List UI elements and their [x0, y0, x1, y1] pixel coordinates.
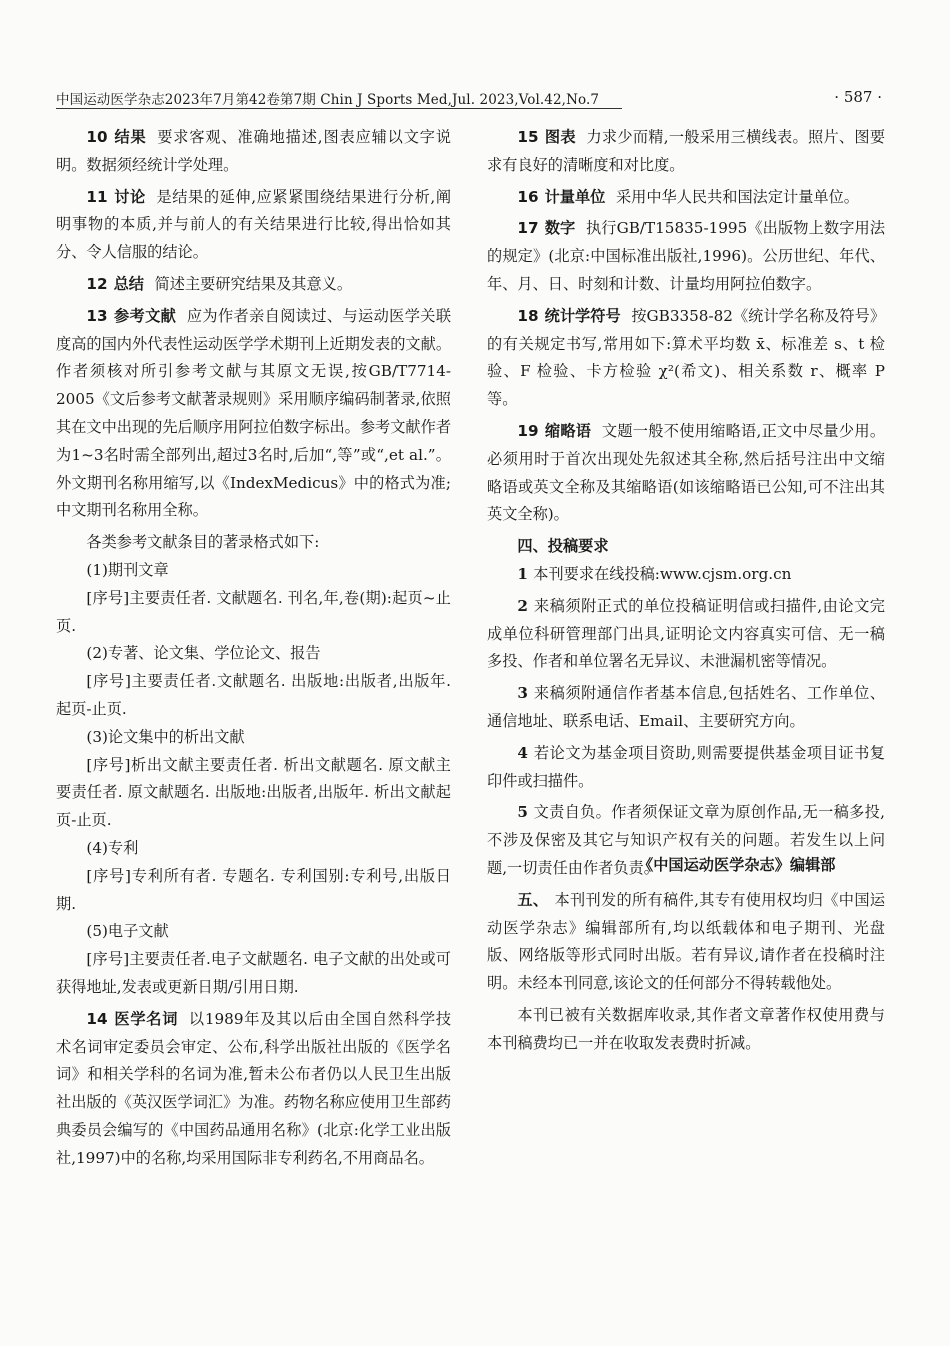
part-5-heading: 五、 — [517, 890, 549, 909]
section-number: 12 — [86, 274, 108, 293]
left-column — [56, 124, 451, 1172]
section-number: 19 — [517, 421, 539, 440]
section-number: 17 — [517, 219, 539, 238]
section-text: 应为作者亲自阅读过、与运动医学关联度高的国内外代表性运动医学学术期刊上近期发表的文献。作者须核对所引参考文献与其原文无误,按GB/T7714-2005《文后参考文献著录规则》采用顺序编码制著录,依照其在文中出现的先后顺序用阿拉伯数字标出。参考文献作者为1~3名时需全部列出,超过3名时,后加“,等”或“,et al.”。外文期刊名称用缩写,以《IndexMedicus》中的格式为准;中文期刊名称用全称。 — [56, 306, 452, 520]
requirement-number: 1 — [517, 564, 528, 583]
section-18 — [487, 303, 885, 414]
format-electronic-title: (5)电子文献 — [86, 922, 169, 941]
formats-intro: 各类参考文献条目的著录格式如下: — [86, 533, 320, 552]
format-monograph-title: (2)专著、论文集、学位论文、报告 — [86, 644, 321, 663]
format-journal-text: [序号]主要责任者. 文献题名. 刊名,年,卷(期):起页~止页. — [56, 588, 451, 635]
requirement-text: 本刊要求在线投稿:www.cjsm.org.cn — [533, 564, 792, 583]
section-title: 计量单位 — [544, 187, 606, 206]
running-header — [56, 88, 896, 112]
requirement-4 — [487, 740, 885, 796]
section-text: 采用中华人民共和国法定计量单位。 — [615, 187, 859, 206]
page-number: · 587 · — [834, 88, 882, 106]
editorial-signature: 《中国运动医学杂志》编辑部 — [638, 856, 836, 874]
section-16 — [487, 184, 885, 212]
format-patent-text: [序号]专利所有者. 专题名. 专利国别:专利号,出版日期. — [56, 866, 451, 913]
format-analytic-text: [序号]析出文献主要责任者. 析出文献题名. 原文献主要责任者. 原文献题名. 出版地:出版者,出版年. 析出文献起页-止页. — [56, 755, 451, 830]
section-number: 18 — [517, 306, 539, 325]
header-rule — [56, 108, 622, 109]
section-text: 文题一般不使用缩略语,正文中尽量少用。必须用时于首次出现处先叙述其全称,然后括号注出中文缩略语或英文全称及其缩略语(如该缩略语已公知,可不注出其英文全称)。 — [487, 421, 886, 524]
section-title: 讨论 — [113, 187, 146, 206]
requirement-number: 2 — [517, 596, 528, 615]
section-12 — [56, 271, 451, 299]
section-14 — [56, 1006, 451, 1173]
format-patent-title: (4)专利 — [86, 838, 139, 857]
requirement-2 — [487, 593, 885, 676]
requirement-text: 文责自负。作者须保证文章为原创作品,无一稿多投,不涉及保密及其它与知识产权有关的问题。若发生以上问题,一切责任由作者负责。 — [487, 803, 885, 877]
section-10 — [56, 124, 451, 180]
section-17 — [487, 215, 885, 298]
part-5 — [487, 887, 885, 998]
section-number: 11 — [86, 187, 108, 206]
section-number: 14 — [86, 1009, 108, 1028]
section-text: 简述主要研究结果及其意义。 — [154, 274, 353, 293]
section-title: 数字 — [544, 219, 576, 238]
format-monograph-text: [序号]主要责任者.文献题名. 出版地:出版者,出版年. 起页-止页. — [56, 672, 451, 718]
requirement-number: 5 — [517, 803, 528, 822]
requirement-number: 4 — [517, 743, 528, 762]
closing-note: 本刊已被有关数据库收录,其作者文章著作权使用费与本刊稿费均已一并在收取发表费时折减。 — [487, 1005, 885, 1052]
section-15 — [487, 124, 885, 180]
requirement-1 — [487, 561, 885, 589]
section-number: 15 — [517, 128, 539, 146]
section-title: 缩略语 — [544, 421, 592, 440]
journal-header-citation: 中国运动医学杂志2023年7月第42卷第7期 Chin J Sports Med,Jul. 2023,Vol.42,No.7 — [56, 92, 600, 108]
section-text: 是结果的延伸,应紧紧围绕结果进行分析,阐明事物的本质,并与前人的有关结果进行比较,得出恰如其分、令人信服的结论。 — [56, 187, 452, 262]
format-analytic-title: (3)论文集中的析出文献 — [86, 727, 245, 746]
requirement-text: 来稿须附正式的单位投稿证明信或扫描件,由论文完成单位科研管理部门出具,证明论文内容真实可信、无一稿多投、作者和单位署名无异议、未泄漏机密等情况。 — [487, 596, 885, 671]
section-title: 结果 — [113, 128, 147, 146]
section-text: 执行GB/T15835-1995《出版物上数字用法的规定》(北京:中国标准出版社,1996)。公历世纪、年代、年、月、日、时刻和计数、计量均用阿拉伯数字。 — [487, 219, 886, 293]
section-number: 16 — [517, 187, 539, 206]
section-11 — [56, 184, 451, 267]
section-number: 13 — [86, 306, 108, 325]
section-19 — [487, 418, 885, 529]
section-number: 10 — [86, 128, 108, 146]
section-13 — [56, 303, 451, 525]
section-text: 要求客观、准确地描述,图表应辅以文字说明。数据须经统计学处理。 — [56, 128, 452, 174]
requirement-3 — [487, 680, 885, 736]
section-text: 以1989年及其以后由全国自然科学技术名词审定委员会审定、公布,科学出版社出版的《医学名词》和相关学科的名词为准,暂未公布者仍以人民卫生出版社出版的《英汉医学词汇》为准。药物名称应使用卫生部药典委员会编写的《中国药品通用名称》(北京:化学工业出版社,1997)中的名称,均采用国际非专利药名,不用商品名。 — [56, 1009, 452, 1167]
section-text: 力求少而精,一般采用三横线表。照片、图要求有良好的清晰度和对比度。 — [487, 128, 886, 174]
section-title: 参考文献 — [113, 306, 177, 325]
right-column — [487, 124, 885, 1058]
part-4-heading: 四、投稿要求 — [517, 537, 609, 556]
section-text: 按GB3358-82《统计学名称及符号》的有关规定书写,常用如下:算术平均数 x̄、标准差 s、t 检验、F 检验、卡方检验 χ²(希文)、相关系数 r、概率 P 等。 — [487, 306, 886, 409]
part-5-text: 本刊刊发的所有稿件,其专有使用权均归《中国运动医学杂志》编辑部所有,均以纸载体和电子期刊、光盘版、网络版等形式同时出版。若有异议,请作者在投稿时注明。未经本刊同意,该论文的任何部分不得转载他处。 — [487, 890, 886, 993]
section-title: 图表 — [544, 128, 576, 146]
requirement-text: 来稿须附通信作者基本信息,包括姓名、工作单位、通信地址、联系电话、Email、主要研究方向。 — [487, 684, 885, 730]
section-title: 总结 — [113, 274, 144, 293]
section-title: 统计学符号 — [544, 306, 621, 325]
requirement-number: 3 — [517, 684, 528, 703]
format-journal-title: (1)期刊文章 — [86, 560, 169, 579]
requirement-text: 若论文为基金项目资助,则需要提供基金项目证书复印件或扫描件。 — [487, 743, 885, 790]
format-electronic-text: [序号]主要责任者.电子文献题名. 电子文献的出处或可获得地址,发表或更新日期/引用日期. — [56, 950, 451, 996]
section-title: 医学名词 — [113, 1009, 179, 1028]
